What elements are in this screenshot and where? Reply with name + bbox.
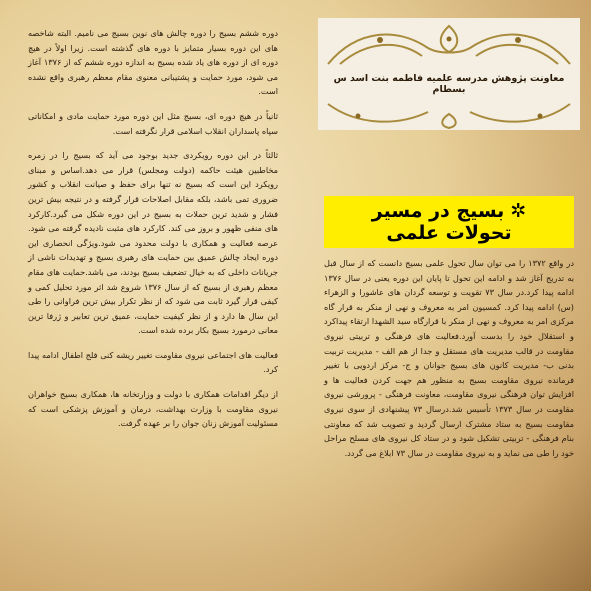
paragraph-scientific-transformation: در واقع ۱۳۷۲ را می توان سال تحول علمی بسیج دانست که از سال قبل به تدریج آغاز شد و ادامه این تحول تا پایان این دوره یعنی در سال ۱۳۷۶ ادامه پیدا کرد.در سال ۷۳ تقویت و توسعه گردان های عاشورا و الزهراء (س) ادامه پیدا کرد. کمسیون امر به معروف و نهی از منکر به قرار گاه مرکزی امر به معروف و نهی از منکر با قرارگاه سید الشهدا ارتقاء پیداکرد و استقلال خود را بدست آورد.فعالیت های فرهنگی و تربیتی نیروی مقاومت در قالب مدیریت های مستقل و جدا از هم الف - مدیریت تربیت بدنی ب- مدیریت کانون های بسیج جوانان و ج- مرکز اردویی با تغییر فرمانده نیروی مقاومت بسیج به منظور هم جهت کردن فعالیت ها و افزایش توان فرهنگی نیروی مقاومت، معاونت فرهنگی - پرورشی نیروی مقاومت در سال ۱۳۷۳ تأسیس شد.درسال ۷۳ پیشنهادی از سوی نیروی مقاومت بسیج به ستاد مشترک ارسال گردید و تصویب شد که معاونتی بنام فرهنگی - تربیتی تشکیل شود و در ستاد کل نیروی های مسلح مراحل خود را طی می نماید و به نیروی مقاومت در سال ۷۳ ابلاغ می گردد.: [324, 258, 574, 458]
section-heading-text: بسیج در مسیر تحولات علمی: [371, 200, 512, 244]
paragraph-new-approach: ثالثاً در این دوره رویکردی جدید بوجود می آید که بسیج را در زمره مخاطبین هیئت حاکمه (دولت ومجلس) قرار می دهد.اساس و مبنای رویکرد این است که بسیج نه تنها برای حفظ و صیانت انقلاب و کشور ضروری تمی باشد، بلکه مقابل اصلاحات قرار گرفته و در نتیجه بیش ترین فشار و شدید ترین حملات به بسیج در این دوره شکل می گیرد.کارکرد های منفی ظهور و بروز می کند. کارکرد های مثبت نادیده گرفته می شود. عرصه فعالیت و همکاری با دولت محدود می شود.ویژگی انحصاری این دوره ایجاد چالش عمیق بین حمایت های رهبری بسیج و تهدیدات ناشی از جریانات داخلی که به خیال تضعیف بسیج بودند، می باشد.حمایت های مقام معظم رهبری از بسیج که از سال ۱۳۷۶ شروع شد اثر مورد تحلیل کمی و کیفی قرار گیرد ثابت می شود که از نظر تکرار بیش ترین فراوانی را طی این سال ها دارد و از نظر کیفیت حمایت، عمیق ترین تعابیر و ژرفا ترین معانی درمورد بسیج بکار برده شده است.: [28, 150, 278, 336]
paragraph-sixth-period: دوره ششم بسیج را دوره چالش های نوین بسیج می نامیم. البته شاخصه های این دوره بسیار متمایز با دوره های گذشته است. زیرا اولاً در هیچ دوره ای از دوره های یاد شده بسیج به اندازه دوره ششم که از ۱۳۷۶ آغاز می شود، مورد حمایت و پشتیبانی معنوی مقام معظم رهبری واقع نشده است.: [28, 28, 278, 97]
right-text-column: [318, 18, 580, 571]
left-text-column: [18, 18, 288, 571]
heading-block: [324, 196, 574, 248]
ornamental-header: [318, 18, 580, 130]
paragraph-social-activities: فعالیت های اجتماعی نیروی مقاومت تغییر ریشه کنی فلج اطفال ادامه پیدا کرد.: [28, 349, 278, 375]
paragraph-material-support: ثانیاً در هیچ دوره ای، بسیج مثل این دوره مورد حمایت مادی و امکاناتی سپاه پاسداران انقلاب اسلامی قرار نگرفته است.: [28, 110, 278, 136]
paragraph-cooperation: از دیگر اقدامات همکاری با دولت و وزارتخانه ها، همکاری بسیج خواهران نیروی مقاومت با وزارت بهداشت، درمان و آموزش پزشکی است که مسئولیت آموزش زنان جوان را بر عهده گرفت.: [28, 389, 278, 429]
star-icon: ✲: [510, 200, 527, 222]
seminary-title: معاونت پژوهش مدرسه علمیه فاطمه بنت اسد س بسطام: [333, 73, 565, 95]
section-heading: [324, 196, 574, 248]
